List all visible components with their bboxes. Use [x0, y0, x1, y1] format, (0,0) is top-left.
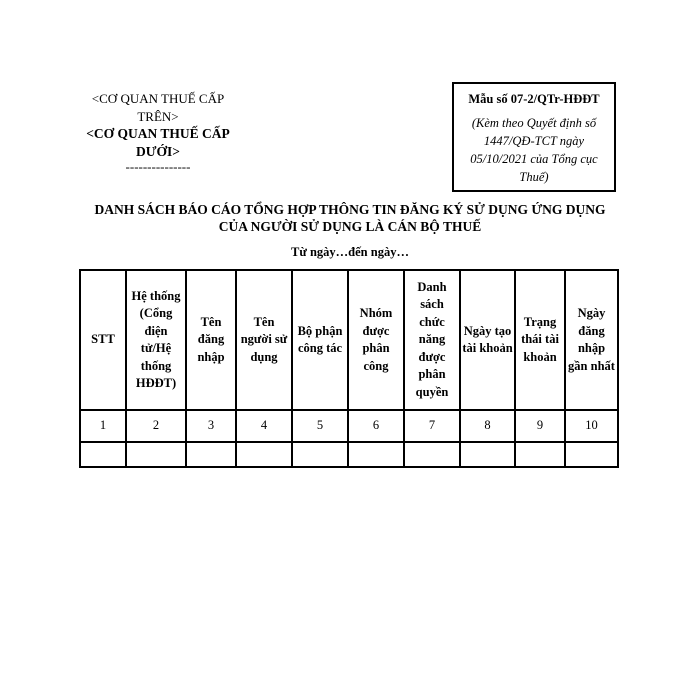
column-number: 7: [404, 410, 460, 442]
header-cell: Tên người sử dụng: [236, 270, 292, 410]
header-cell: Hệ thống (Cổng điện tử/Hệ thống HĐĐT): [126, 270, 186, 410]
empty-cell: [186, 442, 236, 467]
column-number: 10: [565, 410, 618, 442]
empty-cell: [515, 442, 565, 467]
header-row: [80, 270, 618, 410]
column-number: 5: [292, 410, 348, 442]
lower-agency-line1: <CƠ QUAN THUẾ CẤP: [86, 126, 230, 141]
header-cell: STT: [80, 270, 126, 410]
upper-agency-line1: <CƠ QUAN THUẾ CẤP: [91, 91, 225, 106]
reporting-period: Từ ngày…đến ngày…: [291, 245, 409, 259]
report-table: [79, 269, 619, 468]
form-code-box: [452, 82, 616, 192]
agency-separator: ---------------: [125, 159, 191, 174]
header-cell: Danh sách chức năng được phân quyền: [404, 270, 460, 410]
header-cell: Trạng thái tài khoản: [515, 270, 565, 410]
header-cell: Bộ phận công tác: [292, 270, 348, 410]
lower-agency-line2: DƯỚI>: [136, 143, 180, 159]
empty-cell: [80, 442, 126, 467]
title-line1: DANH SÁCH BÁO CÁO TỔNG HỢP THÔNG TIN ĐĂNG KÝ SỬ DỤNG ỨNG DỤNG: [94, 202, 606, 217]
form-code: Mẫu số 07-2/QTr-HĐĐT: [468, 92, 600, 106]
document-title: [60, 201, 640, 235]
header-cell: Tên đăng nhập: [186, 270, 236, 410]
header-cell: Ngày tạo tài khoản: [460, 270, 515, 410]
column-number: 3: [186, 410, 236, 442]
header-cell: Ngày đăng nhập gần nhất: [565, 270, 618, 410]
agency-block: [84, 90, 232, 174]
empty-data-row: [80, 442, 618, 467]
empty-cell: [292, 442, 348, 467]
column-number: 2: [126, 410, 186, 442]
title-line2: CỦA NGƯỜI SỬ DỤNG LÀ CÁN BỘ THUẾ: [218, 219, 482, 234]
empty-cell: [404, 442, 460, 467]
column-number-row: [80, 410, 618, 442]
column-number: 4: [236, 410, 292, 442]
column-number: 6: [348, 410, 404, 442]
form-note: (Kèm theo Quyết định số 1447/QĐ-TCT ngày 05/10/2021 của Tổng cục Thuế): [470, 116, 598, 184]
empty-cell: [565, 442, 618, 467]
header-cell: Nhóm được phân công: [348, 270, 404, 410]
upper-agency-line2: TRÊN>: [137, 108, 179, 124]
empty-cell: [460, 442, 515, 467]
column-number: 8: [460, 410, 515, 442]
column-number: 9: [515, 410, 565, 442]
empty-cell: [236, 442, 292, 467]
empty-cell: [126, 442, 186, 467]
empty-cell: [348, 442, 404, 467]
column-number: 1: [80, 410, 126, 442]
